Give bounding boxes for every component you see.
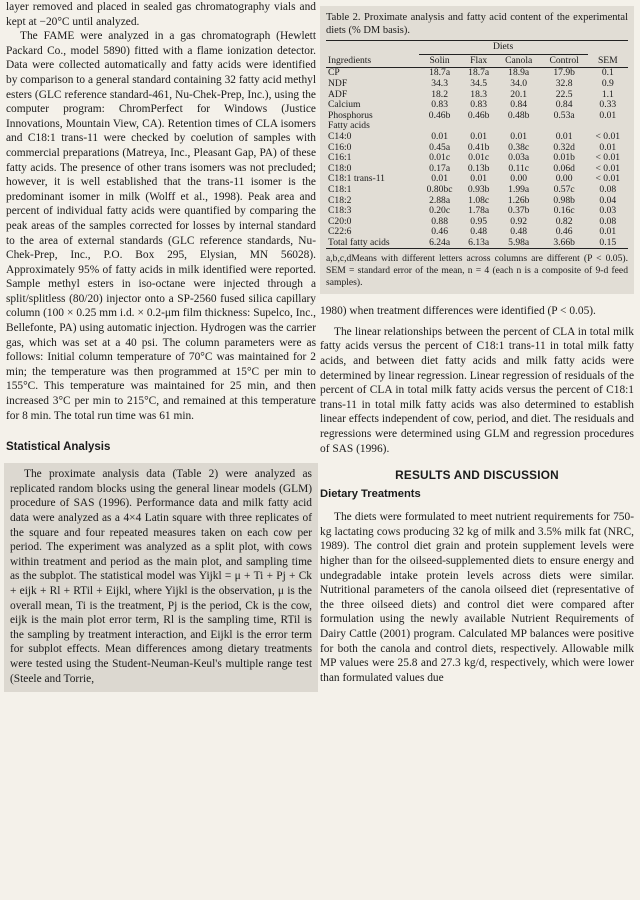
right-column: [320, 0, 634, 685]
table-cell: 0.33: [599, 99, 617, 111]
table-cell: 0.01: [555, 130, 573, 142]
table-cell: 0.95: [470, 215, 488, 227]
table-cell: 0.48: [510, 226, 528, 238]
body-paragraph: 1980) when treatment differences were identified (P < 0.05).: [320, 305, 596, 318]
table-footnote: a,b,c,dMeans with different letters across columns are different (P < 0.05). SEM = standard error of the mean, n = 4 (each n is a composite of 9-d feed samples).: [326, 253, 628, 288]
table-cell: 0.01c: [468, 152, 490, 164]
table-cell: 1.08c: [468, 194, 490, 206]
table-cell: 0.01c: [429, 152, 451, 164]
highlighted-block: [4, 463, 318, 692]
table-cell: 0.37b: [507, 205, 530, 217]
row-label: Total fatty acids: [328, 236, 390, 248]
table-cell: < 0.01: [595, 130, 621, 142]
row-label: C20:0: [328, 215, 352, 227]
table-cell: 6.24a: [429, 236, 451, 248]
table-cell: 0.45a: [429, 141, 451, 153]
table-cell: 0.11c: [508, 162, 530, 174]
table-cell: 0.46: [431, 226, 448, 238]
table-cell: 0.80bc: [426, 183, 453, 195]
table-cell: 5.98a: [508, 236, 530, 248]
table-cell: 18.9a: [508, 67, 530, 79]
table-cell: 0.53a: [553, 109, 575, 121]
table-cell: 0.9: [601, 77, 614, 89]
table-cell: 0.03a: [508, 152, 530, 164]
table-cell: < 0.01: [595, 173, 621, 185]
table-cell: 0.08: [599, 215, 617, 227]
column-header: Flax: [470, 54, 488, 66]
table-cell: 18.7a: [468, 67, 490, 79]
table-cell: 0.98b: [553, 194, 575, 206]
row-label: C18:2: [328, 194, 352, 206]
table-cell: 0.1: [601, 67, 614, 79]
table-cell: 0.04: [599, 194, 617, 206]
table-cell: 0.01b: [553, 152, 575, 164]
table-cell: 0.01: [431, 173, 448, 185]
table-row: [326, 79, 628, 90]
table-cell: 18.3: [470, 88, 488, 100]
table-row: [326, 185, 628, 196]
table-cell: 0.01: [599, 226, 617, 238]
body-paragraph: layer removed and placed in sealed gas chromatography vials and kept at −20°C until analyzed.: [6, 1, 316, 28]
table-cell: 0.06d: [553, 162, 575, 174]
table-cell: 0.83: [470, 99, 488, 111]
row-label: NDF: [328, 77, 348, 89]
body-paragraph: The proximate analysis data (Table 2) were analyzed as replicated random blocks using the general linear models (GLM) procedure of SAS (1996). Performance data and milk fatty acid data were analyzed as a 4×4 Latin square with three replicates of the square and four repeated measures taken on each cow per period. The experiment was analyzed as a split plot, with cows within treatment and period as the main plot, and sampling time as the subplot. The statistical model was Yijkl = μ + Ti + Pj + Ck + eijk + Rl + RTil + Eijkl, where Yijkl is the observation, μ is the overall mean, Ti is the treatment, Pj is the period, Ck is the cow, eijk is the main plot error term, Rl is the sampling time, RTil is the sampling by treatment interaction, and Eijkl is the error term for subplot effects. Mean differences among dietary treatments were tested using the Student-Neuman-Keul's multiple range test (Steele and Torrie,: [10, 468, 312, 685]
table-body: [326, 68, 628, 249]
table-cell: 0.00: [510, 173, 528, 185]
row-label: C18:1: [328, 183, 352, 195]
row-label: ADF: [328, 88, 348, 100]
column-header: SEM: [597, 54, 618, 66]
table-header-row: [326, 54, 628, 68]
data-table: [326, 40, 628, 249]
table-cell: 17.9b: [553, 67, 575, 79]
table-cell: < 0.01: [595, 162, 621, 174]
table-cell: 0.83: [431, 99, 448, 111]
results-heading: RESULTS AND DISCUSSION: [395, 468, 559, 483]
table-row: [326, 238, 628, 249]
row-label: C16:0: [328, 141, 352, 153]
table-cell: 0.01: [510, 130, 528, 142]
row-label: Phosphorus: [328, 109, 373, 121]
table-cell: 20.1: [510, 88, 528, 100]
body-paragraph: The linear relationships between the percent of CLA in total milk fatty acids versus the percent of C18:1 trans-11 in total milk fatty acids, and between diet fatty acids and milk fatty acids were determined by linear regression. Linear regression of residuals of the percent of CLA in total milk fatty acids versus the percent of C18:1 trans-11 in total milk fatty acids was also determined to establish linear effects independent of cow, period, and diet. The residuals and regressions were determined using GLM and regression procedures of SAS (1996).: [320, 325, 634, 455]
table-cell: 34.3: [431, 77, 448, 89]
table-cell: 1.26b: [507, 194, 530, 206]
table-cell: 0.84: [555, 99, 573, 111]
table-cell: 0.82: [555, 215, 573, 227]
table-cell: 6.13a: [468, 236, 490, 248]
left-column: [6, 0, 316, 692]
table-cell: 0.17a: [429, 162, 451, 174]
table-cell: 32.8: [555, 77, 573, 89]
table-cell: 0.00: [555, 173, 573, 185]
table-cell: 1.1: [601, 88, 614, 100]
table-cell: 0.46b: [467, 109, 490, 121]
body-paragraph: The FAME were analyzed in a gas chromatograph (Hewlett Packard Co., model 5890) fitted with a flame ionization detector. Data were collected automatically and fatty acids were identified by comparison to a general standard containing 32 fatty acid methyl esters (GLC reference standard-461, Nu-Chek-Prep, Inc.), using the computer program: ChromPerfect for Windows (Justice Innovations, Mountain View, CA). Retention times of CLA isomers and C18:1 trans-11 were checked by coelution of samples with commercial preparations (Matreya, Inc., Pleasant Gap, PA) of these fatty acids. The presence of other trans isomers was not precluded; however, it is well established that the trans-11 isomer is the predominant isomer in milk (Wolff et al., 1998). Peak area and percent of individual fatty acids were quantified by comparing the peak areas of the samples corrected for losses by internal standard to the area of external standards (GLC reference standards, Nu-Chek-Prep, Inc., P.O. Box 295, Elysian, MN 56028). Approximately 95% of fatty acids in milk identified were reported. Sample methyl esters in iso-octane were injected through a split/splitless (80/20) injector onto a SP-2560 fused silica capillary column (100 × 0.25 mm i.d. × 0.2-μm film thickness: Supelco, Inc., Bellefonte, PA) using automatic injection. Hydrogen was the carrier gas, which was set at a 40 psi. The column parameters were as follows: Initial column temperature of 70°C was maintained for 2 min; the temperature was then programmed at 15°C per min to 155°C. This temperature was maintained for 25 min, and then increased 3°C per min to 215°C, and remained at this temperature for 8 min. The total run time was 61 min.: [6, 30, 316, 422]
table-cell: 0.46b: [428, 109, 451, 121]
table-cell: 0.92: [510, 215, 528, 227]
table-cell: 3.66b: [553, 236, 575, 248]
table-cell: 0.08: [599, 183, 617, 195]
table-cell: 0.15: [599, 236, 617, 248]
row-label: C18:1 trans-11: [328, 173, 385, 185]
section-heading: Statistical Analysis: [6, 441, 111, 454]
table-cell: 18.7a: [429, 67, 451, 79]
table-cell: 34.5: [470, 77, 488, 89]
right-text: [320, 304, 634, 685]
body-paragraph: The diets were formulated to meet nutrient requirements for 750-kg lactating cows producing 32 kg of milk and 3.5% milk fat (NRC, 1989). The control diet grain and protein supplement levels were higher than for the oilseed-supplemented diets to ensure energy and undegradable intake protein levels across diets were similar. Nutritional parameters of the canola oilseed diet (representative of the three oilseed diets) and control diet were compared after formulation using the newly available Nutrient Requirements of Dairy Cattle (2001) program. Calculated MP balances were positive for both the canola and control diets, respectively. Allowable milk MP values were 25.8 and 27.3 kg/d, respectively, which were lower than formulated values due: [320, 511, 634, 684]
row-label: C14:0: [328, 130, 352, 142]
row-label: Calcium: [328, 99, 361, 111]
table-cell: 0.46: [555, 226, 573, 238]
column-header: Control: [549, 54, 579, 66]
row-label: C18:0: [328, 162, 352, 174]
table-cell: 0.84: [510, 99, 528, 111]
table-cell: 0.57c: [553, 183, 575, 195]
row-label: Fatty acids: [328, 120, 370, 132]
row-label: C16:1: [328, 152, 352, 164]
table-cell: 0.20c: [429, 205, 451, 217]
table-cell: 0.01: [470, 173, 488, 185]
table-cell: 0.13b: [467, 162, 490, 174]
table-cell: 0.93b: [467, 183, 490, 195]
table-cell: 0.01: [470, 130, 488, 142]
column-header: Solin: [429, 54, 450, 66]
row-label: C22:6: [328, 226, 352, 238]
row-label: C18:3: [328, 205, 352, 217]
column-header: Canola: [505, 54, 533, 66]
table-cell: 1.78a: [468, 205, 490, 217]
table-cell: 0.48: [470, 226, 488, 238]
group-header: Diets: [419, 41, 588, 55]
row-label: CP: [328, 67, 340, 79]
table-cell: 0.38c: [508, 141, 530, 153]
table-cell: < 0.01: [595, 152, 621, 164]
table-cell: 0.48b: [507, 109, 530, 121]
table-cell: 0.03: [599, 205, 617, 217]
table-cell: 1.99a: [508, 183, 530, 195]
table-cell: 0.41b: [467, 141, 490, 153]
table-cell: 0.88: [431, 215, 448, 227]
table-2: [320, 6, 634, 294]
table-row: [326, 132, 628, 143]
table-cell: 0.32d: [553, 141, 575, 153]
table-cell: 0.01: [599, 141, 617, 153]
table-cell: 0.01: [599, 109, 617, 121]
table-cell: 0.01: [431, 130, 448, 142]
table-cell: 22.5: [555, 88, 573, 100]
table-row: [326, 111, 628, 122]
table-caption: Table 2. Proximate analysis and fatty acid content of the experimental diets (% DM basis).: [326, 12, 628, 36]
table-cell: 0.16c: [553, 205, 575, 217]
table-cell: 34.0: [510, 77, 528, 89]
table-cell: 2.88a: [429, 194, 451, 206]
subsection-heading: Dietary Treatments: [320, 488, 421, 501]
table-cell: 18.2: [431, 88, 448, 100]
column-header: Ingredients: [328, 54, 372, 66]
